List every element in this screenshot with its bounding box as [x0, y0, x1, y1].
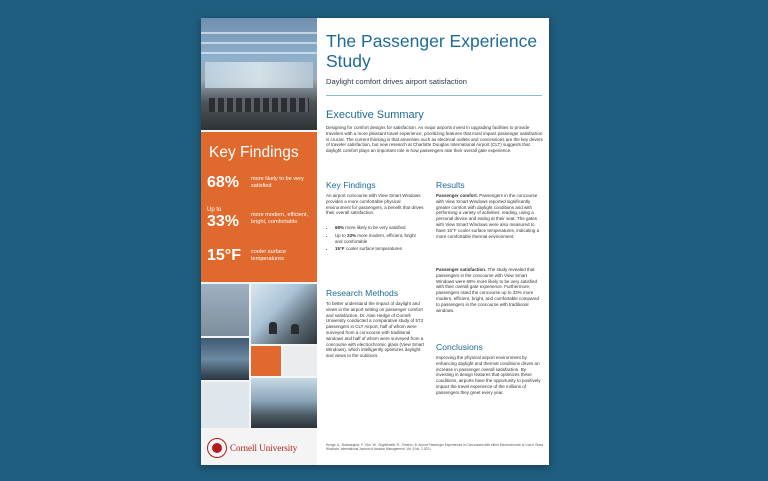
list-item: • Up to 33% more modern, efficient, bright and comfortable [335, 233, 421, 245]
executive-summary-heading: Executive Summary [326, 109, 424, 121]
window-photo [201, 284, 249, 336]
research-methods-heading: Research Methods [326, 288, 399, 298]
page-subtitle: Daylight comfort drives airport satisfaction [326, 77, 467, 86]
results-passenger-satisfaction: Passenger satisfaction. The study revealed that passengers in the concourse with View Smart Windows were 68% more likely to be very satisfied with their overall gate experience. Furthermore, passengers rated the concourse up to 33% more modern, efficient, bright, and comfortable compared to passengers in the concourse with traditional windows. [436, 267, 539, 313]
finding-1-desc: more likely to be very satisfied [251, 176, 304, 189]
left-column [201, 18, 317, 465]
finding-2-value: 33% [207, 213, 240, 230]
finding-1 [207, 174, 313, 192]
terminal-photo [201, 18, 317, 130]
citation: Hedge, A., Nachaeghizi, F., Kim, W., Guglielmetti, R., Timenio, B. Airport Passenger Experiences in Concourses with either Electrochromic or Low-e Glass Windows. International Journal of Aviation Management. Vol. 5 No. 1 2021 [326, 443, 544, 452]
passengers-window-photo [251, 284, 317, 344]
finding-2-desc: more modern, efficient, bright, comfortable [251, 212, 309, 225]
results-passenger-comfort: Passenger comfort. Passengers in the concourse with View Smart Windows reported significantly greater comfort with daylight conditions and with performing a variety of activities: reading, using a personal device and eating at their seat. The gates with View Smart Windows were also measured to have 15°F cooler surface temperatures, indicating a more comfortable thermal environment. [436, 193, 540, 239]
results-heading: Results [436, 180, 465, 190]
concourse-photo [251, 378, 317, 428]
key-findings-intro: An airport concourse with View Smart Windows provides a more comfortable physical environment for passengers, a benefit that drives their overall satisfaction. [326, 193, 424, 216]
conclusions-text: Improving the physical airport environment by enhancing daylight and thermal conditions drives an increase in passenger overall satisfaction. By investing in design features that optimizes these conditions, airports have the opportunity to positively impact the travel experience of the millions of passengers they greet every year. [436, 355, 541, 395]
page-title: The Passenger Experience Study [326, 31, 538, 71]
gate-photo [201, 338, 249, 380]
conclusions-heading: Conclusions [436, 342, 483, 352]
executive-summary-text: Designing for comfort designs for satisfaction. As major airports invest in upgrading facilities to provide travelers with a more pleasant travel experience, prioritizing features that most impact passenger satisfaction is crucial. The current thinking is that amenities such as electrical outlets and concessions are the key drivers of traveler satisfaction, but new research at Charlotte Douglas International Airport (CLT) suggests that daylight comfort plays an important role in how passengers rate their overall gate experience. [326, 125, 543, 154]
finding-2-prefix: Up to [207, 207, 222, 213]
pale-tile [201, 382, 249, 428]
key-findings-box-title: Key Findings [209, 144, 299, 161]
research-methods-text: To better understand the impact of daylight and views in the airport setting on passenger comfort and satisfaction, Dr. Alan Hedge of Cornell University conducted a comparative study of 573 passengers in CLT Airport, half of whom were surveyed from a concourse with traditional windows and half of whom were surveyed from a concourse with electrochromic glass (View Smart Windows), which intelligently optimizes daylight and views to the outdoors. [326, 301, 424, 359]
list-item: • 68% more likely to be very satisfied [335, 225, 421, 231]
key-findings-heading: Key Findings [326, 180, 376, 190]
cornell-seal-icon [207, 438, 227, 458]
light-tile [283, 346, 317, 376]
title-divider [326, 95, 542, 96]
document-page [201, 18, 549, 465]
finding-2 [207, 207, 313, 231]
finding-3-value: 15°F [207, 247, 241, 264]
list-item: • 15°F cooler surface temperatures [335, 246, 421, 252]
right-column [317, 18, 549, 465]
cornell-logo [207, 438, 297, 458]
logo-text: Cornell University [230, 443, 298, 453]
finding-3-desc: cooler surface temperatures [251, 249, 287, 262]
orange-tile [251, 346, 281, 376]
key-findings-list [326, 225, 421, 254]
key-findings-box [201, 132, 317, 282]
finding-1-value: 68% [207, 174, 240, 191]
finding-3 [207, 247, 313, 265]
